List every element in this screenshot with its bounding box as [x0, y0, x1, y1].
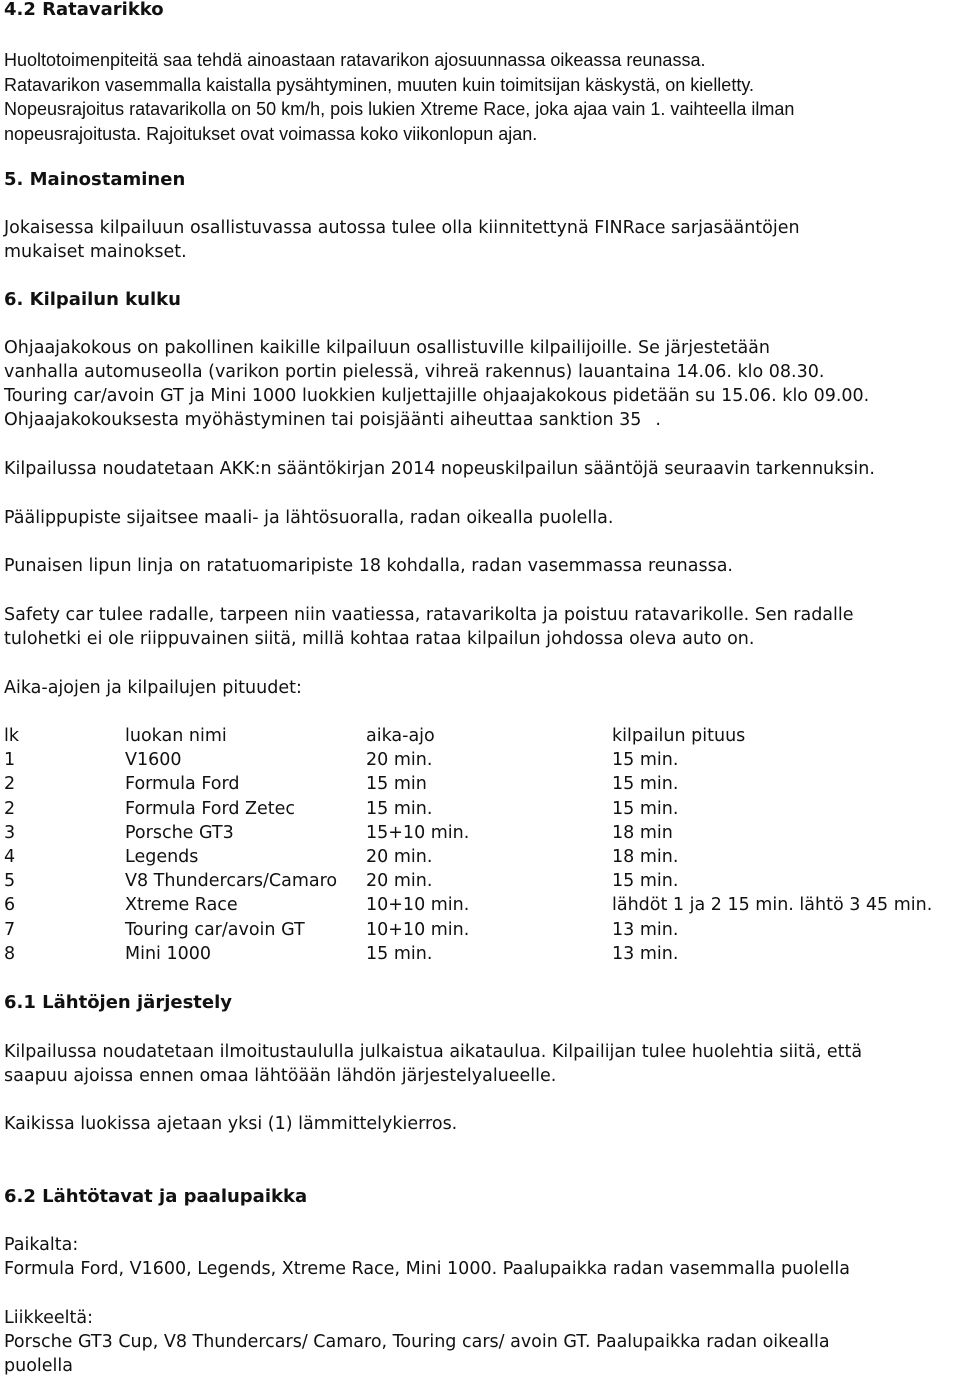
warmup-line: Kaikissa luokissa ajetaan yksi (1) lämmittelykierros. — [4, 1114, 458, 1134]
table-cell: 5 — [4, 871, 16, 892]
text-line: Huoltotoimenpiteitä saa tehdä ainoastaan ratavarikon ajosuunnassa oikeassa reunassa. — [4, 50, 706, 70]
table-cell: 15 min. — [612, 750, 679, 771]
text-line: saapuu ajoissa ennen omaa lähtöään lähdön järjestelyalueelle. — [4, 1066, 557, 1086]
table-cell: 18 min. — [612, 846, 679, 867]
table-cell: Legends — [125, 846, 199, 867]
table-cell: 2 — [4, 774, 16, 795]
table-cell: 20 min. — [366, 871, 433, 892]
table-cell: 10+10 min. — [366, 895, 470, 916]
table-row — [4, 869, 960, 893]
table-cell: 20 min. — [366, 846, 433, 867]
text-line: Ohjaajakokous on pakollinen kaikille kilpailuun osallistuville kilpailijoille. Se järjestetään — [4, 338, 770, 358]
table-header-cell: lk — [4, 726, 19, 746]
table-cell: 15+10 min. — [366, 822, 470, 843]
text-line: vanhalla automuseolla (varikon portin pielessä, vihreä rakennus) lauantaina 14.06. klo 08.30. — [4, 362, 825, 382]
table-row — [4, 845, 960, 869]
text-line: Ratavarikon vasemmalla kaistalla pysähtyminen, muuten kuin toimitsijan käskystä, on kielletty. — [4, 74, 754, 95]
table-cell: 15 min. — [612, 871, 679, 892]
text-line: Porsche GT3 Cup, V8 Thundercars/ Camaro, Touring cars/ avoin GT. Paalupaikka radan oikealla — [4, 1332, 830, 1352]
text-line: Nopeusrajoitus ratavarikolla on 50 km/h, pois lukien Xtreme Race, joka ajaa vain 1. vaihteella ilman — [4, 99, 795, 119]
text-line: nopeusrajoitusta. Rajoitukset ovat voimassa koko viikonlopun ajan. — [4, 123, 538, 144]
table-header-row — [4, 724, 960, 748]
table-row — [4, 748, 960, 772]
table-row — [4, 821, 960, 845]
pit-lane-paragraph — [4, 48, 956, 146]
table-cell: 7 — [4, 919, 16, 940]
table-cell: 8 — [4, 943, 16, 964]
section-heading-ratavarikko: 4.2 Ratavarikko — [4, 0, 164, 20]
durations-table — [4, 724, 960, 966]
text-line: Ohjaajakokouksesta myöhästyminen tai poisjäänti aiheuttaa sanktion 35. — [4, 410, 661, 430]
text-line: tulohetki ei ole riippuvainen siitä, millä kohtaa rataa kilpailun johdossa oleva auto on. — [4, 629, 755, 649]
start-arrangement-paragraph — [4, 1040, 956, 1088]
table-cell: 1 — [4, 750, 16, 771]
table-cell: lähdöt 1 ja 2 15 min. lähtö 3 45 min. — [612, 895, 933, 916]
table-cell: 15 min. — [612, 774, 679, 795]
table-cell: V8 Thundercars/Camaro — [125, 871, 338, 892]
safety-car-paragraph — [4, 603, 956, 651]
table-cell: 6 — [4, 895, 16, 916]
table-cell: 15 min — [366, 774, 427, 795]
table-row — [4, 797, 960, 821]
table-row — [4, 942, 960, 966]
table-cell: 15 min. — [366, 943, 433, 964]
advertising-paragraph — [4, 216, 956, 264]
standing-start-text: Formula Ford, V1600, Legends, Xtreme Race, Mini 1000. Paalupaikka radan vasemmalla puolella — [4, 1259, 850, 1279]
table-cell: Formula Ford — [125, 774, 240, 795]
rolling-start-label: Liikkeeltä: — [4, 1308, 93, 1328]
table-header-cell: kilpailun pituus — [612, 726, 746, 746]
table-cell: Touring car/avoin GT — [125, 919, 305, 940]
section-heading-lahtojen-jarjestely: 6.1 Lähtöjen järjestely — [4, 992, 233, 1013]
table-cell: 15 min. — [366, 798, 433, 819]
text-line: mukaiset mainokset. — [4, 242, 187, 262]
table-cell: 15 min. — [612, 798, 679, 819]
table-row — [4, 893, 960, 917]
table-row — [4, 772, 960, 796]
standing-start-label: Paikalta: — [4, 1235, 79, 1255]
table-cell: Mini 1000 — [125, 943, 212, 964]
table-cell: 4 — [4, 846, 16, 867]
text-line: Safety car tulee radalle, tarpeen niin vaatiessa, ratavarikolta ja poistuu ratavarikolle. Sen radalle — [4, 605, 854, 625]
table-cell: V1600 — [125, 750, 182, 771]
table-cell: 10+10 min. — [366, 919, 470, 940]
rolling-start-text — [4, 1330, 956, 1378]
table-header-cell: aika-ajo — [366, 726, 435, 746]
section-heading-lahtotavat: 6.2 Lähtötavat ja paalupaikka — [4, 1186, 308, 1207]
text-line: Touring car/avoin GT ja Mini 1000 luokkien kuljettajille ohjaajakokous pidetään su 15.06. klo 09.00. — [4, 386, 870, 406]
rules-line: Kilpailussa noudatetaan AKK:n sääntökirjan 2014 nopeuskilpailun sääntöjä seuraavin tarkennuksin. — [4, 459, 875, 479]
section-heading-mainostaminen: 5. Mainostaminen — [4, 169, 186, 190]
table-cell: 20 min. — [366, 750, 433, 771]
table-cell: 13 min. — [612, 943, 679, 964]
table-cell: 13 min. — [612, 919, 679, 940]
table-row — [4, 918, 960, 942]
text-line: Jokaisessa kilpailuun osallistuvassa autossa tulee olla kiinnitettynä FINRace sarjasääntöjen — [4, 218, 800, 238]
table-cell: Xtreme Race — [125, 895, 238, 916]
main-flag-line: Päälippupiste sijaitsee maali- ja lähtösuoralla, radan oikealla puolella. — [4, 508, 614, 528]
table-cell: Porsche GT3 — [125, 822, 234, 843]
briefing-paragraph — [4, 336, 956, 432]
durations-title: Aika-ajojen ja kilpailujen pituudet: — [4, 678, 302, 698]
text-line: puolella — [4, 1356, 73, 1376]
table-cell: 2 — [4, 798, 16, 819]
text-line: Kilpailussa noudatetaan ilmoitustaululla julkaistua aikataulua. Kilpailijan tulee huolehtia siitä, että — [4, 1042, 863, 1062]
table-header-cell: luokan nimi — [125, 726, 227, 746]
section-heading-kilpailun-kulku: 6. Kilpailun kulku — [4, 289, 181, 310]
table-cell: 18 min — [612, 822, 673, 843]
table-cell: 3 — [4, 822, 16, 843]
red-flag-line: Punaisen lipun linja on ratatuomaripiste 18 kohdalla, radan vasemmassa reunassa. — [4, 556, 733, 576]
table-cell: Formula Ford Zetec — [125, 798, 296, 819]
